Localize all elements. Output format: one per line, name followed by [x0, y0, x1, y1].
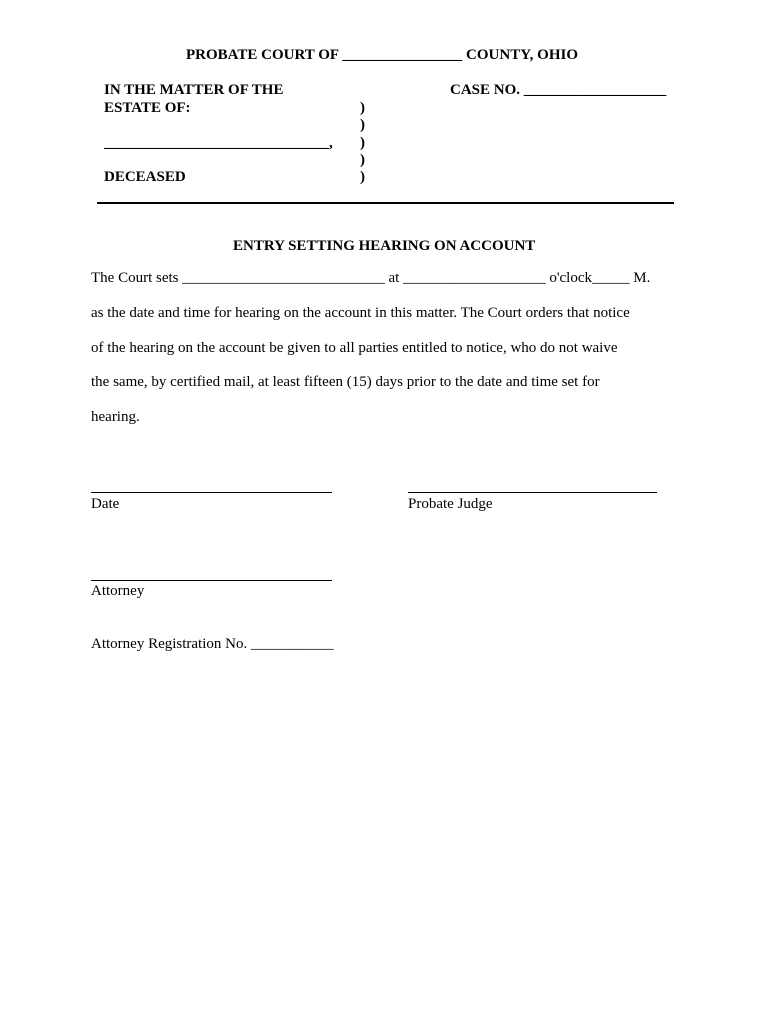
entry-line-4: the same, by certified mail, at least fifteen (15) days prior to the date and time set for — [91, 374, 600, 390]
entry-line-5: hearing. — [91, 409, 140, 425]
deceased-label: DECEASED — [104, 169, 186, 185]
attorney-registration: Attorney Registration No. ___________ — [91, 636, 334, 652]
entry-line-3: of the hearing on the account be given to all parties entitled to notice, who do not waive — [91, 340, 618, 356]
caption-paren: ) — [360, 135, 365, 151]
judge-signature-line — [408, 492, 657, 493]
entry-line-1: The Court sets ___________________________ at ___________________ o'clock_____ M. — [91, 270, 651, 286]
decedent-name-blank: ______________________________, — [104, 135, 333, 151]
attorney-signature-line — [91, 580, 332, 581]
entry-title: ENTRY SETTING HEARING ON ACCOUNT — [233, 238, 536, 254]
date-label: Date — [91, 496, 120, 512]
matter-line-2: ESTATE OF: — [104, 100, 191, 116]
entry-line-2: as the date and time for hearing on the account in this matter. The Court orders that notice — [91, 305, 630, 321]
date-signature-line — [91, 492, 332, 493]
caption-paren: ) — [360, 100, 365, 116]
judge-label: Probate Judge — [408, 496, 493, 512]
case-number: CASE NO. ___________________ — [450, 82, 667, 98]
attorney-label: Attorney — [91, 583, 145, 599]
caption-paren: ) — [360, 152, 365, 168]
matter-line-1: IN THE MATTER OF THE — [104, 82, 284, 98]
caption-paren: ) — [360, 117, 365, 133]
caption-divider — [97, 202, 674, 204]
court-heading: PROBATE COURT OF ________________ COUNTY, OHIO — [186, 47, 579, 63]
caption-paren: ) — [360, 169, 365, 185]
